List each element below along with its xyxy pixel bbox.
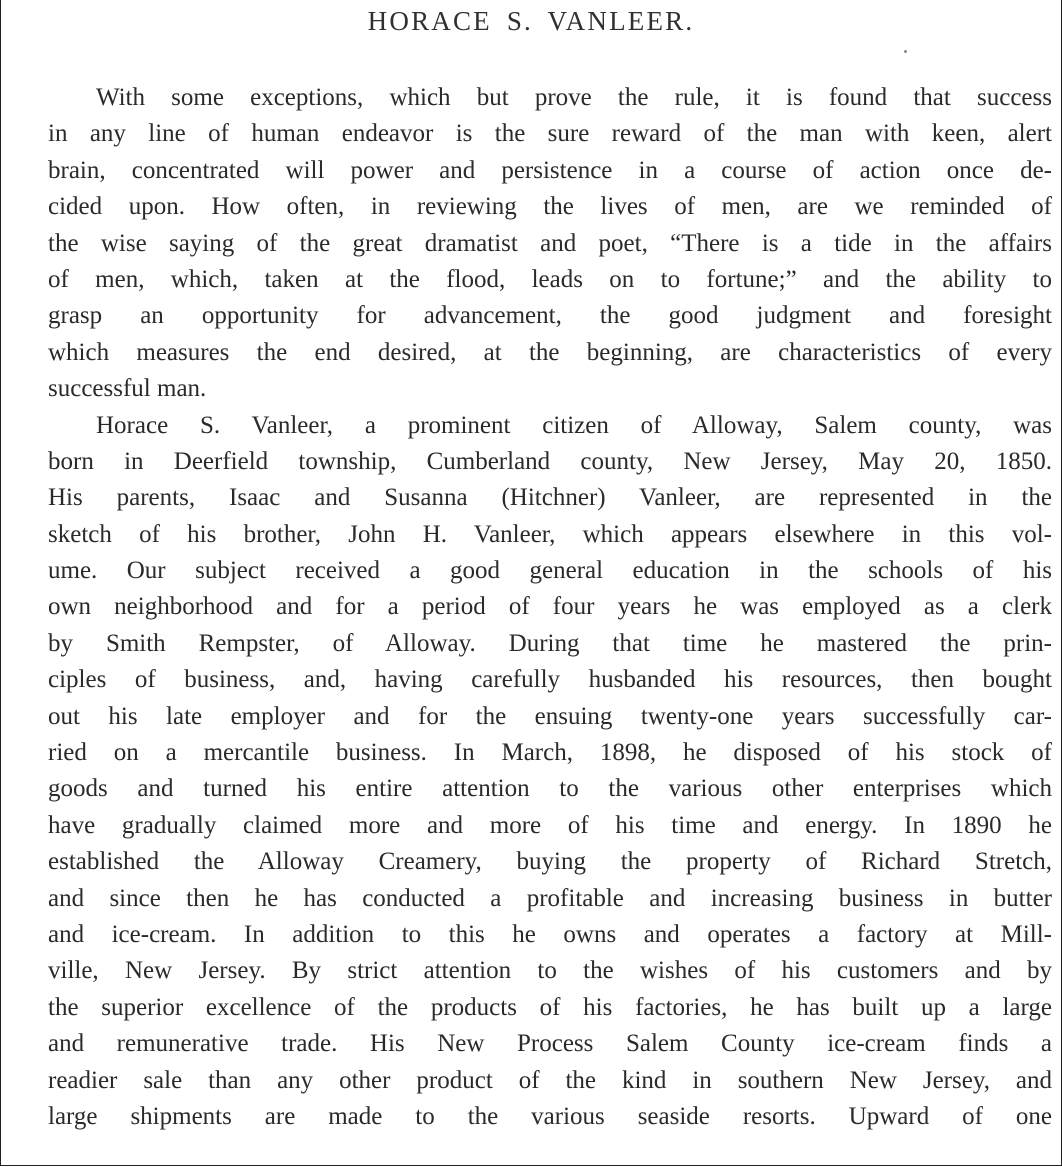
text-line: goods and turned his entire attention to the various other enterprises which: [48, 775, 1052, 803]
text-line: out his late employer and for the ensuing twenty-one years successfully car-: [48, 702, 1052, 730]
paper-speck: [904, 50, 907, 53]
text-line: ville, New Jersey. By strict attention to the wishes of his customers and by: [48, 957, 1052, 985]
text-line: grasp an opportunity for advancement, the good judgment and foresight: [48, 302, 1052, 330]
text-line: cided upon. How often, in reviewing the lives of men, are we reminded of: [48, 193, 1052, 221]
text-line: brain, concentrated will power and persistence in a course of action once de-: [48, 156, 1052, 184]
text-line: sketch of his brother, John H. Vanleer, which appears elsewhere in this vol-: [48, 520, 1052, 548]
text-line: readier sale than any other product of the kind in southern New Jersey, and: [48, 1066, 1052, 1094]
page-title: HORACE S. VANLEER.: [367, 6, 695, 36]
text-line: large shipments are made to the various seaside resorts. Upward of one: [48, 1102, 1052, 1130]
text-line: and since then he has conducted a profitable and increasing business in butter: [48, 884, 1052, 912]
text-line: and ice-cream. In addition to this he owns and operates a factory at Mill-: [48, 920, 1052, 948]
text-line: in any line of human endeavor is the sure reward of the man with keen, alert: [48, 120, 1052, 148]
text-line: have gradually claimed more and more of his time and energy. In 1890 he: [48, 811, 1052, 839]
text-line: ried on a mercantile business. In March, 1898, he disposed of his stock of: [48, 739, 1052, 767]
body-text: [48, 80, 1052, 1135]
text-line: successful man.: [48, 375, 207, 403]
text-line: ciples of business, and, having carefully husbanded his resources, then bought: [48, 666, 1052, 694]
text-line: and remunerative trade. His New Process Salem County ice-cream finds a: [48, 1030, 1052, 1058]
text-line: With some exceptions, which but prove the rule, it is found that success: [96, 84, 1052, 111]
text-line: ume. Our subject received a good general education in the schools of his: [48, 557, 1052, 585]
text-line: established the Alloway Creamery, buying the property of Richard Stretch,: [48, 848, 1052, 876]
text-line: the superior excellence of the products of his factories, he has built up a large: [48, 993, 1052, 1021]
paragraph-intro: [48, 80, 1052, 408]
text-line: His parents, Isaac and Susanna (Hitchner) Vanleer, are represented in the: [48, 484, 1052, 512]
text-line: which measures the end desired, at the beginning, are characteristics of every: [48, 338, 1052, 366]
text-line: the wise saying of the great dramatist and poet, “There is a tide in the affairs: [48, 229, 1052, 257]
text-line: by Smith Rempster, of Alloway. During that time he mastered the prin-: [48, 629, 1052, 657]
paragraph-biography: [48, 408, 1052, 1136]
text-line: Horace S. Vanleer, a prominent citizen of Alloway, Salem county, was: [96, 411, 1052, 439]
text-line: own neighborhood and for a period of four years he was employed as a clerk: [48, 593, 1052, 621]
text-line: born in Deerfield township, Cumberland county, New Jersey, May 20, 1850.: [48, 447, 1052, 475]
text-line: of men, which, taken at the flood, leads on to fortune;” and the ability to: [48, 265, 1052, 293]
